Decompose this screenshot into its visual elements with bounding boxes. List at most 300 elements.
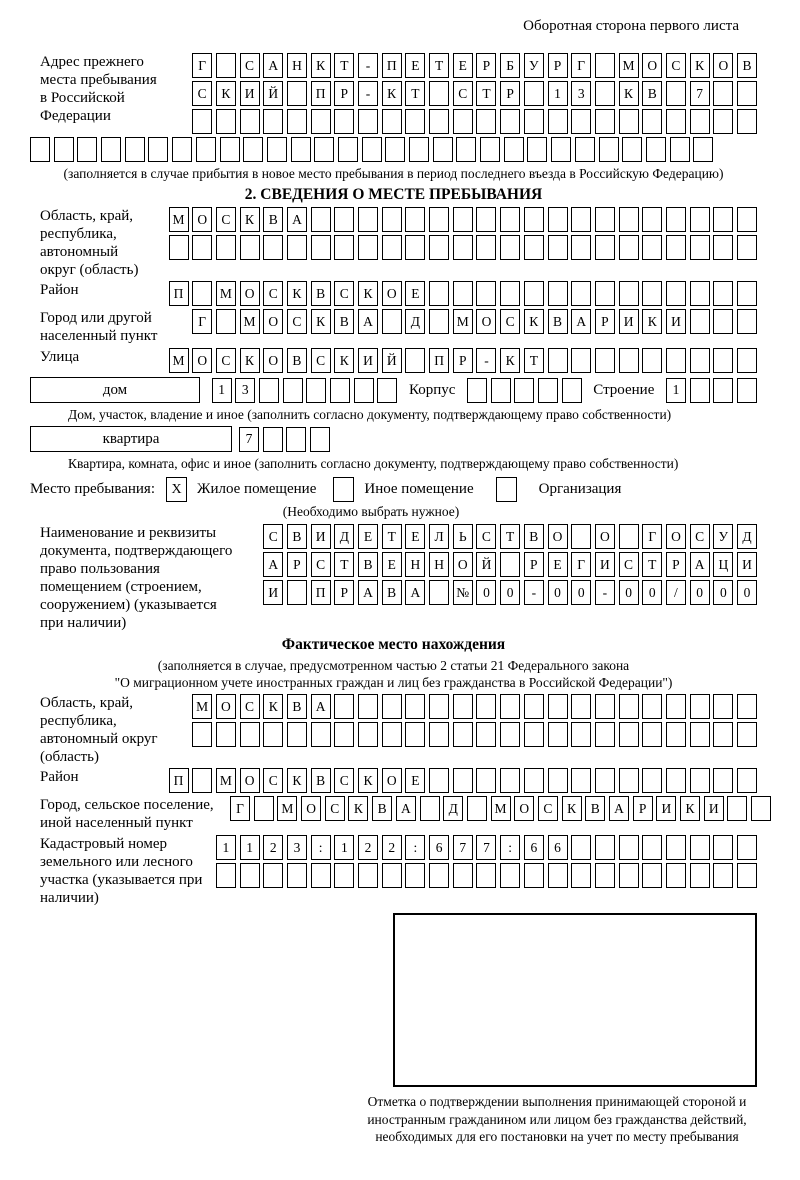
char-box[interactable] — [524, 81, 544, 106]
char-box[interactable]: : — [311, 835, 331, 860]
char-box[interactable] — [548, 109, 568, 134]
char-box[interactable] — [666, 768, 686, 793]
char-box[interactable] — [619, 235, 639, 260]
char-box[interactable]: 6 — [429, 835, 449, 860]
char-box[interactable] — [666, 722, 686, 747]
char-box[interactable]: И — [311, 524, 331, 549]
char-box[interactable]: Т — [476, 81, 496, 106]
char-box[interactable]: О — [453, 552, 473, 577]
char-box[interactable]: - — [358, 53, 378, 78]
char-box[interactable]: К — [358, 768, 378, 793]
char-box[interactable]: Т — [382, 524, 402, 549]
char-box[interactable] — [240, 235, 260, 260]
char-box[interactable]: И — [358, 348, 378, 373]
char-box[interactable]: - — [476, 348, 496, 373]
char-box[interactable] — [330, 378, 350, 403]
char-box[interactable]: Е — [548, 552, 568, 577]
char-box[interactable]: О — [514, 796, 534, 821]
char-box[interactable] — [467, 796, 487, 821]
char-box[interactable]: У — [524, 53, 544, 78]
char-box[interactable] — [737, 835, 757, 860]
stay-type-checkbox-residential[interactable]: X — [166, 477, 187, 502]
char-box[interactable]: 3 — [571, 81, 591, 106]
char-box[interactable] — [670, 137, 690, 162]
char-box[interactable] — [690, 235, 710, 260]
char-box[interactable]: 1 — [216, 835, 236, 860]
char-box[interactable]: И — [619, 309, 639, 334]
char-box[interactable]: О — [240, 768, 260, 793]
char-box[interactable]: К — [240, 348, 260, 373]
char-box[interactable]: О — [192, 207, 212, 232]
char-box[interactable]: В — [311, 281, 331, 306]
char-box[interactable] — [666, 81, 686, 106]
char-box[interactable] — [216, 309, 236, 334]
char-box[interactable]: М — [192, 694, 212, 719]
char-box[interactable] — [690, 694, 710, 719]
char-box[interactable] — [358, 235, 378, 260]
char-box[interactable]: Т — [642, 552, 662, 577]
char-box[interactable] — [382, 694, 402, 719]
char-box[interactable] — [713, 694, 733, 719]
char-box[interactable] — [524, 863, 544, 888]
char-box[interactable]: Й — [263, 81, 283, 106]
char-box[interactable] — [311, 722, 331, 747]
char-box[interactable] — [524, 235, 544, 260]
char-box[interactable] — [595, 835, 615, 860]
char-box[interactable] — [619, 281, 639, 306]
char-box[interactable] — [240, 722, 260, 747]
char-box[interactable] — [311, 109, 331, 134]
char-box[interactable]: Й — [476, 552, 496, 577]
char-box[interactable]: М — [240, 309, 260, 334]
char-box[interactable]: С — [263, 768, 283, 793]
char-box[interactable] — [599, 137, 619, 162]
char-box[interactable]: А — [690, 552, 710, 577]
char-box[interactable] — [571, 348, 591, 373]
char-box[interactable] — [196, 137, 216, 162]
char-box[interactable] — [287, 863, 307, 888]
char-box[interactable] — [737, 109, 757, 134]
char-box[interactable] — [527, 137, 547, 162]
char-box[interactable]: Т — [429, 53, 449, 78]
char-box[interactable] — [514, 378, 534, 403]
char-box[interactable] — [713, 722, 733, 747]
char-box[interactable] — [690, 348, 710, 373]
char-box[interactable] — [314, 137, 334, 162]
char-box[interactable]: О — [240, 281, 260, 306]
char-box[interactable] — [240, 109, 260, 134]
char-box[interactable]: П — [382, 53, 402, 78]
char-box[interactable]: Д — [737, 524, 757, 549]
char-box[interactable] — [642, 722, 662, 747]
char-box[interactable] — [172, 137, 192, 162]
char-box[interactable]: О — [216, 694, 236, 719]
char-box[interactable] — [548, 348, 568, 373]
char-box[interactable] — [358, 722, 378, 747]
char-box[interactable]: А — [263, 552, 283, 577]
char-box[interactable] — [429, 235, 449, 260]
char-box[interactable] — [713, 309, 733, 334]
char-box[interactable] — [453, 281, 473, 306]
char-box[interactable] — [382, 309, 402, 334]
char-box[interactable]: В — [358, 552, 378, 577]
char-box[interactable]: П — [169, 281, 189, 306]
char-box[interactable]: В — [287, 694, 307, 719]
char-box[interactable] — [334, 109, 354, 134]
char-box[interactable]: 0 — [690, 580, 710, 605]
char-box[interactable]: К — [334, 348, 354, 373]
char-box[interactable] — [642, 207, 662, 232]
char-box[interactable] — [243, 137, 263, 162]
char-box[interactable] — [362, 137, 382, 162]
char-box[interactable]: К — [348, 796, 368, 821]
char-box[interactable] — [125, 137, 145, 162]
char-box[interactable] — [291, 137, 311, 162]
char-box[interactable] — [240, 863, 260, 888]
char-box[interactable]: В — [524, 524, 544, 549]
char-box[interactable] — [405, 235, 425, 260]
char-box[interactable] — [409, 137, 429, 162]
char-box[interactable]: С — [287, 309, 307, 334]
char-box[interactable] — [169, 235, 189, 260]
char-box[interactable] — [101, 137, 121, 162]
char-box[interactable]: 1 — [334, 835, 354, 860]
char-box[interactable] — [148, 137, 168, 162]
char-box[interactable] — [693, 137, 713, 162]
char-box[interactable] — [548, 235, 568, 260]
char-box[interactable] — [429, 863, 449, 888]
char-box[interactable] — [311, 863, 331, 888]
char-box[interactable]: Р — [666, 552, 686, 577]
char-box[interactable] — [500, 694, 520, 719]
char-box[interactable] — [220, 137, 240, 162]
char-box[interactable] — [666, 235, 686, 260]
char-box[interactable] — [429, 768, 449, 793]
char-box[interactable] — [595, 235, 615, 260]
char-box[interactable]: К — [642, 309, 662, 334]
char-box[interactable]: 0 — [713, 580, 733, 605]
char-box[interactable] — [548, 768, 568, 793]
char-box[interactable] — [666, 109, 686, 134]
char-box[interactable]: 7 — [239, 427, 259, 452]
char-box[interactable] — [713, 235, 733, 260]
char-box[interactable]: О — [548, 524, 568, 549]
char-box[interactable] — [192, 109, 212, 134]
char-box[interactable] — [429, 281, 449, 306]
char-box[interactable] — [491, 378, 511, 403]
char-box[interactable]: Й — [382, 348, 402, 373]
char-box[interactable] — [453, 235, 473, 260]
char-box[interactable] — [690, 768, 710, 793]
char-box[interactable] — [287, 722, 307, 747]
char-box[interactable] — [571, 835, 591, 860]
char-box[interactable]: 3 — [235, 378, 255, 403]
char-box[interactable]: А — [311, 694, 331, 719]
char-box[interactable] — [405, 207, 425, 232]
char-box[interactable]: 6 — [548, 835, 568, 860]
char-box[interactable] — [619, 768, 639, 793]
char-box[interactable] — [666, 281, 686, 306]
char-box[interactable]: П — [311, 580, 331, 605]
char-box[interactable]: М — [169, 207, 189, 232]
char-box[interactable] — [619, 524, 639, 549]
char-box[interactable] — [476, 722, 496, 747]
char-box[interactable]: С — [334, 281, 354, 306]
char-box[interactable]: С — [500, 309, 520, 334]
char-box[interactable]: Р — [524, 552, 544, 577]
char-box[interactable]: С — [263, 524, 283, 549]
char-box[interactable] — [334, 235, 354, 260]
char-box[interactable] — [690, 722, 710, 747]
char-box[interactable]: С — [476, 524, 496, 549]
char-box[interactable]: В — [548, 309, 568, 334]
char-box[interactable] — [310, 427, 330, 452]
char-box[interactable]: В — [311, 768, 331, 793]
char-box[interactable] — [646, 137, 666, 162]
char-box[interactable] — [354, 378, 374, 403]
char-box[interactable]: В — [287, 524, 307, 549]
char-box[interactable] — [571, 694, 591, 719]
char-box[interactable] — [622, 137, 642, 162]
char-box[interactable]: В — [263, 207, 283, 232]
char-box[interactable] — [571, 235, 591, 260]
char-box[interactable] — [334, 863, 354, 888]
char-box[interactable] — [216, 235, 236, 260]
char-box[interactable]: Д — [334, 524, 354, 549]
char-box[interactable]: Ц — [713, 552, 733, 577]
char-box[interactable] — [263, 427, 283, 452]
char-box[interactable] — [713, 109, 733, 134]
char-box[interactable]: Р — [500, 81, 520, 106]
char-box[interactable]: А — [405, 580, 425, 605]
char-box[interactable] — [405, 722, 425, 747]
char-box[interactable]: П — [429, 348, 449, 373]
char-box[interactable]: М — [216, 768, 236, 793]
char-box[interactable]: 7 — [476, 835, 496, 860]
char-box[interactable]: Т — [524, 348, 544, 373]
char-box[interactable]: С — [240, 694, 260, 719]
char-box[interactable]: С — [334, 768, 354, 793]
char-box[interactable]: Е — [405, 53, 425, 78]
char-box[interactable] — [737, 378, 757, 403]
char-box[interactable]: К — [358, 281, 378, 306]
char-box[interactable] — [551, 137, 571, 162]
char-box[interactable]: И — [656, 796, 676, 821]
char-box[interactable]: В — [642, 81, 662, 106]
char-box[interactable] — [216, 863, 236, 888]
char-box[interactable]: К — [619, 81, 639, 106]
char-box[interactable] — [358, 109, 378, 134]
char-box[interactable]: О — [666, 524, 686, 549]
char-box[interactable] — [619, 863, 639, 888]
char-box[interactable]: 7 — [453, 835, 473, 860]
char-box[interactable] — [334, 694, 354, 719]
char-box[interactable] — [595, 768, 615, 793]
char-box[interactable] — [54, 137, 74, 162]
char-box[interactable] — [405, 109, 425, 134]
char-box[interactable] — [267, 137, 287, 162]
char-box[interactable] — [642, 863, 662, 888]
char-box[interactable]: И — [666, 309, 686, 334]
char-box[interactable]: 7 — [690, 81, 710, 106]
char-box[interactable] — [306, 378, 326, 403]
char-box[interactable]: Е — [382, 552, 402, 577]
char-box[interactable] — [524, 768, 544, 793]
char-box[interactable]: Е — [405, 524, 425, 549]
char-box[interactable] — [385, 137, 405, 162]
char-box[interactable]: К — [240, 207, 260, 232]
char-box[interactable]: А — [609, 796, 629, 821]
char-box[interactable] — [192, 722, 212, 747]
char-box[interactable] — [571, 722, 591, 747]
char-box[interactable] — [571, 207, 591, 232]
char-box[interactable] — [690, 281, 710, 306]
char-box[interactable] — [216, 53, 236, 78]
char-box[interactable]: Г — [192, 309, 212, 334]
char-box[interactable] — [666, 863, 686, 888]
char-box[interactable] — [524, 281, 544, 306]
char-box[interactable] — [690, 109, 710, 134]
char-box[interactable]: 0 — [737, 580, 757, 605]
char-box[interactable] — [538, 378, 558, 403]
char-box[interactable]: О — [595, 524, 615, 549]
char-box[interactable]: А — [358, 580, 378, 605]
char-box[interactable] — [216, 109, 236, 134]
char-box[interactable] — [456, 137, 476, 162]
char-box[interactable] — [595, 81, 615, 106]
char-box[interactable]: Р — [476, 53, 496, 78]
char-box[interactable] — [690, 309, 710, 334]
char-box[interactable]: М — [491, 796, 511, 821]
char-box[interactable] — [713, 378, 733, 403]
char-box[interactable] — [713, 768, 733, 793]
char-box[interactable] — [713, 348, 733, 373]
char-box[interactable]: А — [287, 207, 307, 232]
char-box[interactable] — [453, 768, 473, 793]
char-box[interactable] — [737, 722, 757, 747]
char-box[interactable] — [216, 722, 236, 747]
char-box[interactable] — [571, 863, 591, 888]
char-box[interactable]: С — [666, 53, 686, 78]
char-box[interactable]: Е — [405, 281, 425, 306]
char-box[interactable] — [751, 796, 771, 821]
char-box[interactable]: 1 — [212, 378, 232, 403]
char-box[interactable] — [476, 694, 496, 719]
char-box[interactable] — [713, 863, 733, 888]
char-box[interactable]: О — [382, 768, 402, 793]
char-box[interactable]: К — [382, 81, 402, 106]
char-box[interactable] — [287, 580, 307, 605]
char-box[interactable] — [500, 207, 520, 232]
char-box[interactable] — [500, 768, 520, 793]
char-box[interactable]: К — [311, 309, 331, 334]
char-box[interactable]: Л — [429, 524, 449, 549]
char-box[interactable] — [619, 722, 639, 747]
char-box[interactable]: Р — [595, 309, 615, 334]
char-box[interactable] — [690, 863, 710, 888]
char-box[interactable] — [690, 835, 710, 860]
char-box[interactable]: Р — [548, 53, 568, 78]
char-box[interactable] — [476, 235, 496, 260]
char-box[interactable] — [500, 109, 520, 134]
char-box[interactable] — [666, 835, 686, 860]
char-box[interactable]: Е — [453, 53, 473, 78]
char-box[interactable] — [382, 863, 402, 888]
char-box[interactable]: Б — [500, 53, 520, 78]
char-box[interactable] — [192, 768, 212, 793]
char-box[interactable] — [283, 378, 303, 403]
char-box[interactable]: Р — [633, 796, 653, 821]
char-box[interactable] — [666, 207, 686, 232]
char-box[interactable] — [690, 378, 710, 403]
stay-type-checkbox-organization[interactable] — [496, 477, 517, 502]
house-label-box[interactable]: дом — [30, 377, 200, 403]
char-box[interactable] — [453, 207, 473, 232]
char-box[interactable] — [405, 863, 425, 888]
char-box[interactable]: 6 — [524, 835, 544, 860]
char-box[interactable]: Н — [287, 53, 307, 78]
char-box[interactable]: Т — [405, 81, 425, 106]
char-box[interactable] — [737, 281, 757, 306]
char-box[interactable]: 1 — [240, 835, 260, 860]
char-box[interactable]: О — [476, 309, 496, 334]
char-box[interactable] — [619, 207, 639, 232]
char-box[interactable] — [77, 137, 97, 162]
char-box[interactable] — [263, 235, 283, 260]
char-box[interactable] — [690, 207, 710, 232]
char-box[interactable]: Р — [334, 580, 354, 605]
char-box[interactable] — [429, 309, 449, 334]
char-box[interactable]: А — [571, 309, 591, 334]
char-box[interactable] — [666, 348, 686, 373]
char-box[interactable]: М — [216, 281, 236, 306]
char-box[interactable] — [382, 722, 402, 747]
char-box[interactable] — [595, 281, 615, 306]
char-box[interactable] — [737, 348, 757, 373]
char-box[interactable]: С — [619, 552, 639, 577]
char-box[interactable] — [642, 694, 662, 719]
char-box[interactable] — [642, 281, 662, 306]
char-box[interactable] — [571, 768, 591, 793]
char-box[interactable] — [287, 235, 307, 260]
char-box[interactable]: Т — [500, 524, 520, 549]
char-box[interactable]: С — [216, 348, 236, 373]
char-box[interactable]: Р — [287, 552, 307, 577]
char-box[interactable] — [429, 694, 449, 719]
char-box[interactable]: В — [372, 796, 392, 821]
char-box[interactable] — [30, 137, 50, 162]
char-box[interactable]: И — [704, 796, 724, 821]
char-box[interactable] — [548, 207, 568, 232]
char-box[interactable] — [642, 768, 662, 793]
char-box[interactable] — [737, 235, 757, 260]
char-box[interactable] — [500, 722, 520, 747]
char-box[interactable]: - — [595, 580, 615, 605]
char-box[interactable] — [429, 722, 449, 747]
char-box[interactable]: К — [263, 694, 283, 719]
char-box[interactable] — [504, 137, 524, 162]
char-box[interactable]: К — [524, 309, 544, 334]
char-box[interactable]: О — [192, 348, 212, 373]
char-box[interactable] — [500, 235, 520, 260]
char-box[interactable]: О — [713, 53, 733, 78]
char-box[interactable] — [595, 207, 615, 232]
char-box[interactable] — [737, 863, 757, 888]
char-box[interactable]: Д — [443, 796, 463, 821]
char-box[interactable]: У — [713, 524, 733, 549]
char-box[interactable]: П — [169, 768, 189, 793]
char-box[interactable]: С — [690, 524, 710, 549]
